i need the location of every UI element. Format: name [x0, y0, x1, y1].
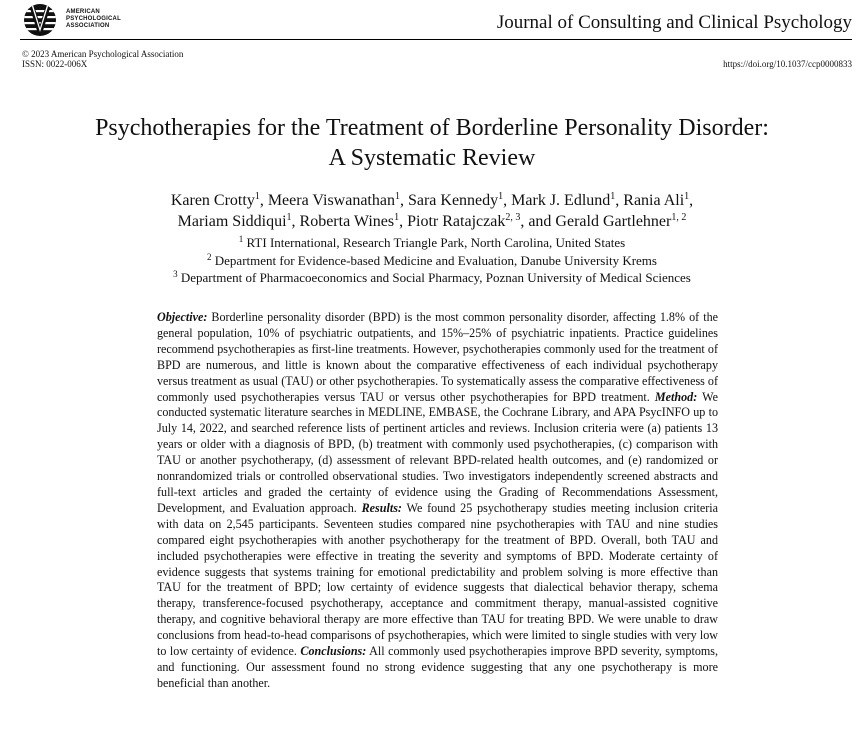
copyright-block [22, 49, 183, 69]
author-line-1: Karen Crotty$^1$, Meera Viswanathan$^1$, Sara Kennedy$^1$, Mark J. Edlund$^1$, Rania Ali$^1$, [170, 191, 694, 209]
logo-wordmark [66, 9, 121, 30]
page-header [0, 0, 864, 75]
affiliation-number: 1 [238, 234, 244, 244]
affiliation-number: 3 [173, 269, 178, 279]
article-title [0, 113, 864, 173]
affiliation-1 [0, 234, 864, 252]
author: Roberta Wines [299, 213, 395, 230]
affiliation-text: RTI International, Research Triangle Park, North Carolina, United States [246, 235, 626, 250]
results-text: We found 25 psychotherapy studies meeting inclusion criteria with data on 2,545 participants. Seventeen studies compared nine psychotherapies with TAU and nine studies compared eight psychotherapies with another psychotherapy for the treatment of BPD. Overall, both TAU and included psychotherapies were effective in treating the severity and symptoms of BPD. Moderate certainty of evidence suggests that systems training for emotional predictability and problem solving is more effective than TAU for the treatment of BPD; low certainty of evidence suggests that dialectical behavior therapy, schema therapy, transference-focused psychotherapy, acceptance and commitment therapy, manual-assisted cognitive therapy, and cognitive behavioral therapy are more effective than TAU for treating BPD. We were unable to draw conclusions from head-to-head comparisons of psychotherapies, which were limited to single studies with very low to low certainty of evidence. [157, 500, 718, 659]
method-text: We conducted systematic literature searches in MEDLINE, EMBASE, the Cochrane Library, and APA PsycINFO up to July 14, 2022, and searched reference lists of pertinent articles and reviews. Inclusion criteria were (a) patients 13 years or older with a diagnosis of BPD, (b) treatment with commonly used psychotherapies, (c) comparison with TAU or another psychotherapy, (d) assessment of relevant BPD-related health outcomes, and (e) randomized or nonrandomized trials or controlled observational studies. Two investigators independently screened abstracts and full-text articles and graded the certainty of evidence using the Grading of Recommendations Assessment, Development, and Evaluation approach. [157, 389, 718, 515]
conclusions-label: Conclusions: [300, 644, 367, 659]
abstract [157, 310, 718, 692]
method-label: Method: [654, 389, 698, 404]
journal-title: Journal of Consulting and Clinical Psychology [496, 12, 852, 33]
affiliation-3 [0, 269, 864, 287]
objective-label: Objective: [157, 310, 208, 324]
objective-text: Borderline personality disorder (BPD) is the most common personality disorder, affecting 1.8% of the general population, 10% of psychiatric outpatients, and 15%–25% of psychiatric inpatients. Practice guidelines recommend psychotherapies as first-line treatments. However, psychotherapies commonly used for the treatment of BPD are numerous, and little is known about the comparative effectiveness of each individual psychotherapy versus treatment as usual (TAU) or other psychotherapies. To systematically assess the comparative effectiveness of commonly used psychotherapies versus TAU or versus other psychotherapies for BPD treatment. [157, 310, 718, 404]
affiliation-text: Department of Pharmacoeconomics and Social Pharmacy, Poznan University of Medical Sciences [180, 270, 691, 285]
author-affiliation-mark: 1 [684, 191, 690, 202]
logo-line-1: AMERICAN [66, 9, 100, 15]
title-line-1: Psychotherapies for the Treatment of Borderline Personality Disorder: [95, 115, 769, 141]
author-conjunction: and [528, 213, 552, 230]
doi-link[interactable]: https://doi.org/10.1037/ccp0000833 [723, 59, 852, 69]
affiliation-text: Department for Evidence-based Medicine and Evaluation, Danube University Krems [214, 252, 657, 268]
author: Karen Crotty [170, 192, 255, 209]
author: Meera Viswanathan [267, 192, 395, 209]
author-affiliation-mark: 1 [610, 191, 616, 202]
logo-line-2: PSYCHOLOGICAL [66, 16, 121, 22]
author-affiliation-mark: 1 [394, 212, 400, 223]
affiliation-list [0, 234, 864, 287]
affiliation-number: 2 [207, 251, 212, 262]
author: Piotr Ratajczak [407, 213, 506, 230]
copyright-line: © 2023 American Psychological Association [22, 49, 184, 59]
header-rule [20, 39, 852, 40]
author: Sara Kennedy [407, 192, 499, 209]
author-affiliation-mark: 1 [286, 212, 292, 223]
apa-logo [20, 3, 130, 39]
conclusions-text: All commonly used psychotherapies improve BPD severity, symptoms, and functioning. Our assessment found no strong evidence suggesting that any one psychotherapy is more beneficial than another. [157, 644, 719, 690]
results-label: Results: [361, 500, 402, 515]
author-line-2: Mariam Siddiqui$^1$, Roberta Wines$^1$, Piotr Ratajczak$^{2, 3}$, and Gerald Gartlehner$^{1, 2}$ [177, 212, 687, 230]
author-affiliation-mark: 1, 2 [671, 212, 687, 223]
author-affiliation-mark: 2, 3 [505, 212, 521, 223]
author: Gerald Gartlehner [555, 213, 672, 230]
logo-line-3: ASSOCIATION [66, 23, 110, 29]
title-line-2: A Systematic Review [328, 145, 536, 171]
author-affiliation-mark: 1 [254, 191, 260, 202]
author-list [0, 190, 864, 232]
author-affiliation-mark: 1 [498, 191, 504, 202]
issn-line: ISSN: 0022-006X [22, 59, 88, 69]
author: Rania Ali [623, 192, 685, 209]
author: Mariam Siddiqui [177, 213, 287, 230]
author-affiliation-mark: 1 [394, 191, 400, 202]
affiliation-2 [0, 252, 864, 270]
apa-emblem-icon [20, 3, 60, 37]
author: Mark J. Edlund [511, 192, 611, 209]
